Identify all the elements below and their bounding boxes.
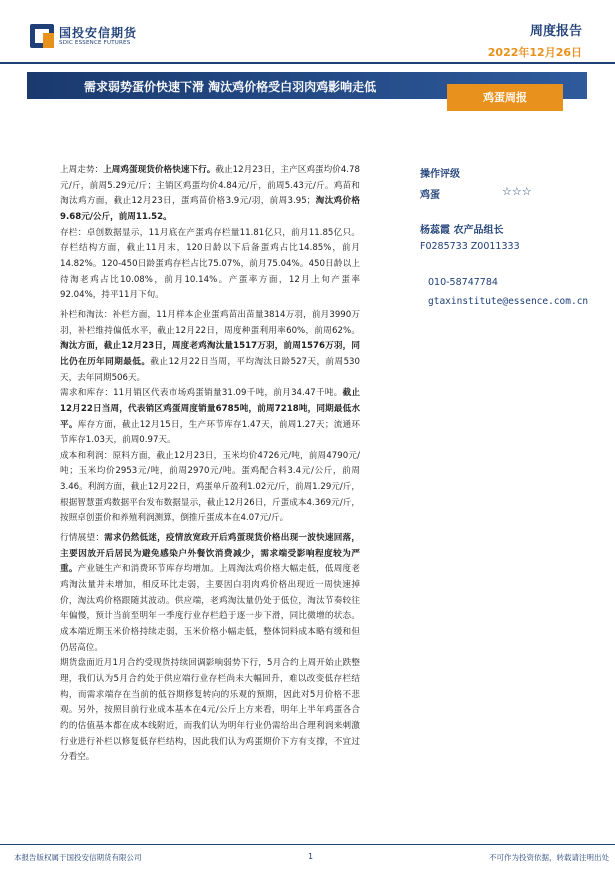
body-text: 库存方面，截止12月15日，生产环节库存1.47天，前周1.27天；流通环节库存1.03天，前周0.97天。	[60, 419, 360, 446]
report-body	[60, 163, 360, 766]
report-category-tag: 鸡蛋周报	[447, 84, 563, 111]
logo-text	[59, 26, 137, 47]
page-number: 1	[308, 852, 314, 861]
body-text: 截止12月23日，主产区鸡蛋均价4.78元/斤，前周5.29元/斤；主销区鸡蛋均价4.84元/斤，前周5.43元/斤。鸡苗和淘汰鸡方面，截止12月23日，蛋鸡苗价格3.9元/羽，前周3.95；	[60, 165, 360, 207]
paragraph-demand-stock	[60, 386, 360, 449]
star-rating-icon: ☆☆☆	[502, 185, 532, 198]
rating-item: 鸡蛋	[420, 190, 440, 201]
paragraph-restock-culling	[60, 308, 360, 386]
body-text: 补栏和淘汰：补栏方面，11月样本企业蛋鸡苗出苗量3814万羽，前月3990万羽，补栏维持偏低水平，截止12月22日，周度种蛋利用率60%，前周62%。	[60, 309, 360, 336]
paragraph-weekly-trend	[60, 163, 360, 226]
highlight-text: 截止12月22日当周，代表销区鸡蛋周度销量6785吨，前周7218吨，同期最低水平。	[60, 388, 360, 430]
contact-email[interactable]: gtaxinstitute@essence.com.cn	[428, 296, 589, 307]
highlight-text: 需求仍然低迷，疫情放宽政开后鸡蛋现货价格出现一波快速回落，主要因放开后居民为避免感染户外餐饮消费减少，需求端受影响程度较为严重。	[60, 533, 360, 575]
highlight-text: 淘汰鸡价格9.68元/公斤，前周11.52。	[60, 196, 360, 222]
analyst-name: 杨蕊霞 农产品组长	[420, 225, 504, 236]
footer-divider	[0, 844, 615, 845]
body-text: 需求和库存：11月销区代表市场鸡蛋销量31.09千吨，前月34.47千吨。	[60, 388, 343, 399]
body-text: 产业链生产和消费环节库存均增加。上周淘汰鸡价格大幅走低，低周度老鸡淘汰量并未增加，相反环比走弱，主要因白羽肉鸡价格出现近一周快速掉价，淘汰鸡价格跟随其波动。供应端，老鸡淘汰量仍处于低位，淘汰节奏较往年偏慢，预计当前至明年一季度行业存栏趋于逐一步下滑，同比微增的状态。成本端近期玉米价格持续走弱，玉米价格小幅走低，整体饲料成本略有缓和但仍居高位。	[60, 564, 360, 653]
paragraph-futures: 期货盘面近月1月合约受现货持续回调影响弱势下行，5月合约上周开始止跌整理，我们认为5月合约处于供应端行业存栏尚未大幅回升，难以改变低存栏结构，而需求端存在当前的低谷期修复转向的乐观的预期，因此对5月价格不悲观。另外，按照目前行业成本基本在4元/公斤上方来看，明年上半年鸡蛋各合约的估值基本都在成本线附近，而我们认为明年行业仍需给出合理利润来刺激行业进行补栏以修复低存栏结构，因此我们认为鸡蛋期价下方有支撑，不宜过分看空。	[60, 658, 360, 763]
company-logo	[30, 24, 137, 48]
section-label: 行情展望：	[60, 533, 105, 544]
paragraph-outlook	[60, 531, 360, 656]
footer-copyright: 本报告版权属于国投安信期货有限公司	[14, 853, 142, 862]
contact-phone: 010-58747784	[428, 277, 498, 288]
footer-disclaimer: 不可作为投资依据，转载请注明出处	[489, 853, 609, 862]
analyst-cert: F0285733 Z0011333	[420, 241, 520, 252]
logo-mark-icon	[30, 24, 54, 48]
paragraph-cost-profit: 成本和利润：原料方面，截止12月23日，玉米均价4726元/吨，前周4790元/吨；玉米均价2953元/吨，前周2970元/吨。蛋鸡配合料3.4元/公斤，前周3.46。利润方面，截止12月22日，鸡蛋单斤盈利1.02元/斤，前周1.29元/斤，根据智慧蛋鸡数据平台发布数据显示，截止12月26日，斤蛋成本4.369元/斤，按照卓创蛋价和养殖利润测算，倒推斤蛋成本在4.07元/斤。	[60, 450, 360, 524]
paragraph-inventory: 存栏：卓创数据显示，11月底在产蛋鸡存栏量11.81亿只，前月11.85亿只。存栏结构方面，截止11月末，120日龄以下后备蛋鸡占比14.85%，前月14.82%。120-450日龄蛋鸡存栏占比75.07%，前月75.04%。450日龄以上待淘老鸡占比10.08%，前月10.14%。产蛋率方面，12月上旬产蛋率92.04%，持平11月下旬。	[60, 227, 360, 301]
report-date: 2022年12月26日	[487, 46, 582, 59]
highlight-text: 上周鸡蛋现货价格快速下行。	[103, 165, 216, 175]
rating-label: 操作评级	[420, 169, 460, 180]
report-title: 需求弱势蛋价快速下滑 淘汰鸡价格受白羽肉鸡影响走低	[84, 80, 377, 94]
section-label: 上周走势：	[60, 165, 104, 175]
body-text: 截止12月22日当周，平均淘汰日龄527天，前周530天，去年同期506天。	[60, 356, 360, 383]
logo-english-name: SDIC ESSENCE FUTURES	[59, 39, 131, 46]
highlight-text: 淘汰方面，截止12月23日，周度老鸡淘汰量1517万羽，前周1576万羽，同比仍在历年同期最低。	[60, 341, 360, 367]
logo-chinese-name: 国投安信期货	[59, 25, 138, 40]
header-divider	[0, 62, 615, 64]
report-type: 周度报告	[529, 24, 582, 39]
